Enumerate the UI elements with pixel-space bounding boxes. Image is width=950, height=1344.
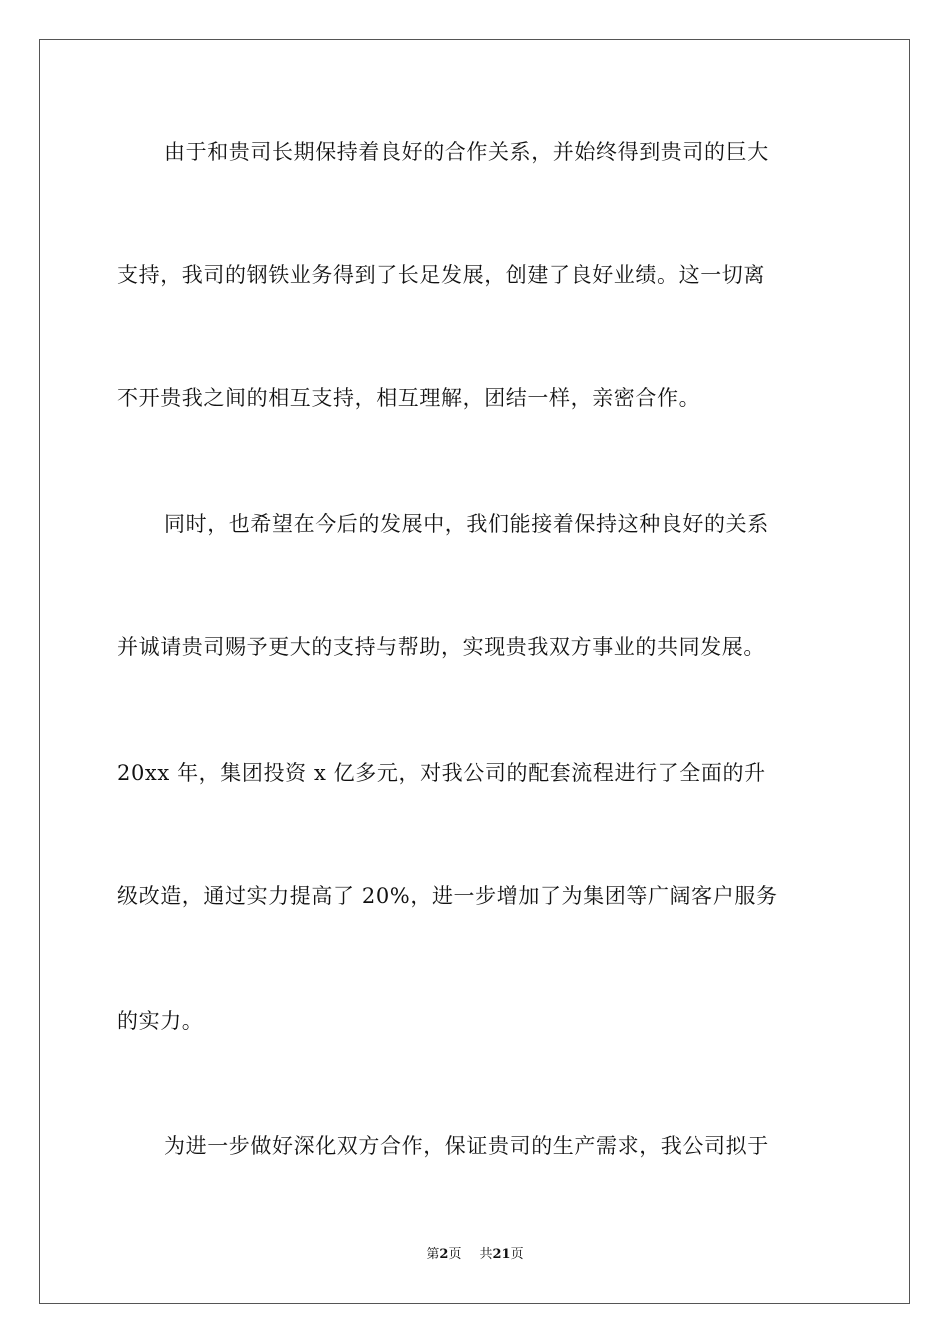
paragraph-line-7: 级改造，通过实力提高了 20%，进一步增加了为集团等广阔客户服务 (117, 884, 778, 908)
paragraph-line-8: 的实力。 (117, 1009, 204, 1033)
total-prefix: 共 (479, 1247, 493, 1262)
page-footer (0, 1246, 950, 1264)
paragraph-line-2: 支持，我司的钢铁业务得到了长足发展，创建了良好业绩。这一切离 (117, 263, 765, 287)
paragraph-line-4: 同时，也希望在今后的发展中，我们能接着保持这种良好的关系 (164, 512, 769, 536)
paragraph-line-9: 为进一步做好深化双方合作，保证贵司的生产需求，我公司拟于 (164, 1134, 769, 1158)
total-pages: 21 (492, 1247, 511, 1262)
page-prefix: 第 (426, 1247, 440, 1262)
paragraph-line-5: 并诚请贵司赐予更大的支持与帮助，实现贵我双方事业的共同发展。 (117, 635, 765, 659)
page-suffix: 页 (448, 1247, 462, 1262)
total-suffix: 页 (510, 1247, 524, 1262)
paragraph-line-3: 不开贵我之间的相互支持，相互理解，团结一样，亲密合作。 (117, 386, 701, 410)
page-number: 2 (439, 1247, 449, 1262)
paragraph-line-6: 20xx 年，集团投资 x 亿多元，对我公司的配套流程进行了全面的升 (117, 761, 766, 785)
paragraph-line-1: 由于和贵司长期保持着良好的合作关系，并始终得到贵司的巨大 (164, 140, 769, 164)
page-border (39, 39, 910, 1304)
